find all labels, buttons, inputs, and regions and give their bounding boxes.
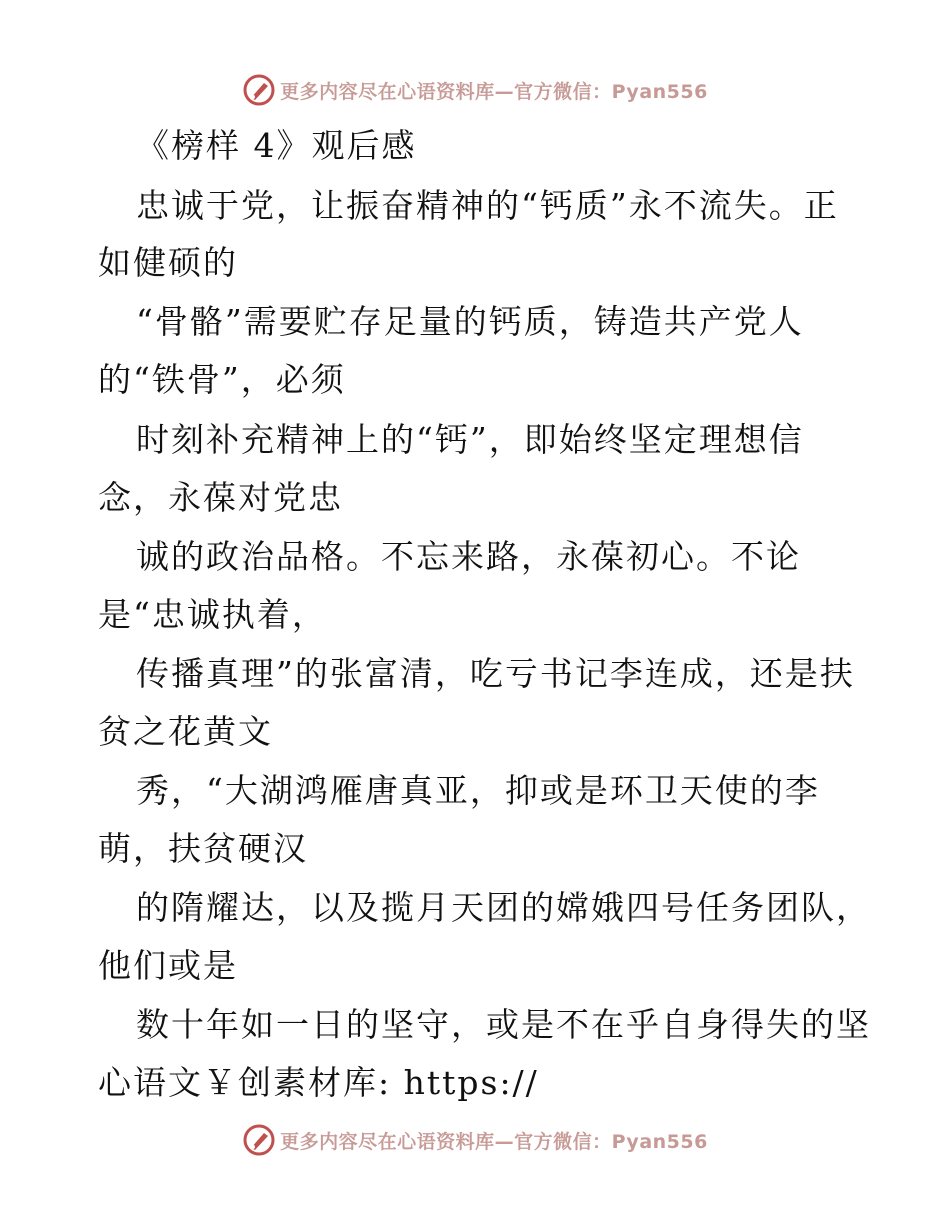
text-line: 数十年如一日的坚守，或是不在乎自身得失的坚	[136, 1005, 871, 1044]
header-banner	[0, 70, 950, 110]
text-line: 诚的政治品格。不忘来路，永葆初心。不论	[136, 537, 801, 576]
footer-banner	[0, 1120, 950, 1160]
text-line: 忠诚于党，让振奋精神的“钙质”永不流失。正	[136, 186, 839, 225]
text-line: 的“铁骨”，必须	[98, 360, 346, 399]
text-line: “骨骼”需要贮存足量的钙质，铸造共产党人	[136, 302, 804, 341]
pen-nib-logo-icon	[242, 73, 276, 107]
text-line: 如健硕的	[98, 243, 238, 282]
header-banner-text: 更多内容尽在心语资料库—官方微信：Pyan556	[280, 80, 708, 103]
footer-banner-text: 更多内容尽在心语资料库—官方微信：Pyan556	[280, 1130, 708, 1153]
text-line: 的隋耀达，以及揽月天团的嫦娥四号任务团队，	[136, 888, 871, 927]
text-line: 念，永葆对党忠	[98, 478, 343, 517]
text-line: 萌，扶贫硬汉	[98, 829, 308, 868]
document-title: 《榜样 4》观后感	[136, 126, 417, 165]
text-line: 秀，“大湖鸿雁唐真亚，抑或是环卫天使的李	[136, 771, 820, 810]
text-line: 是“忠诚执着，	[98, 595, 327, 634]
text-line: 时刻补充精神上的“钙”，即始终坚定理想信	[136, 420, 804, 459]
text-line: 心语文￥创素材库: https://	[98, 1063, 539, 1102]
text-line: 他们或是	[98, 946, 238, 985]
text-line: 贫之花黄文	[98, 712, 273, 751]
pen-nib-logo-icon	[242, 1123, 276, 1157]
text-line: 传播真理”的张富清，吃亏书记李连成，还是扶	[136, 654, 855, 693]
